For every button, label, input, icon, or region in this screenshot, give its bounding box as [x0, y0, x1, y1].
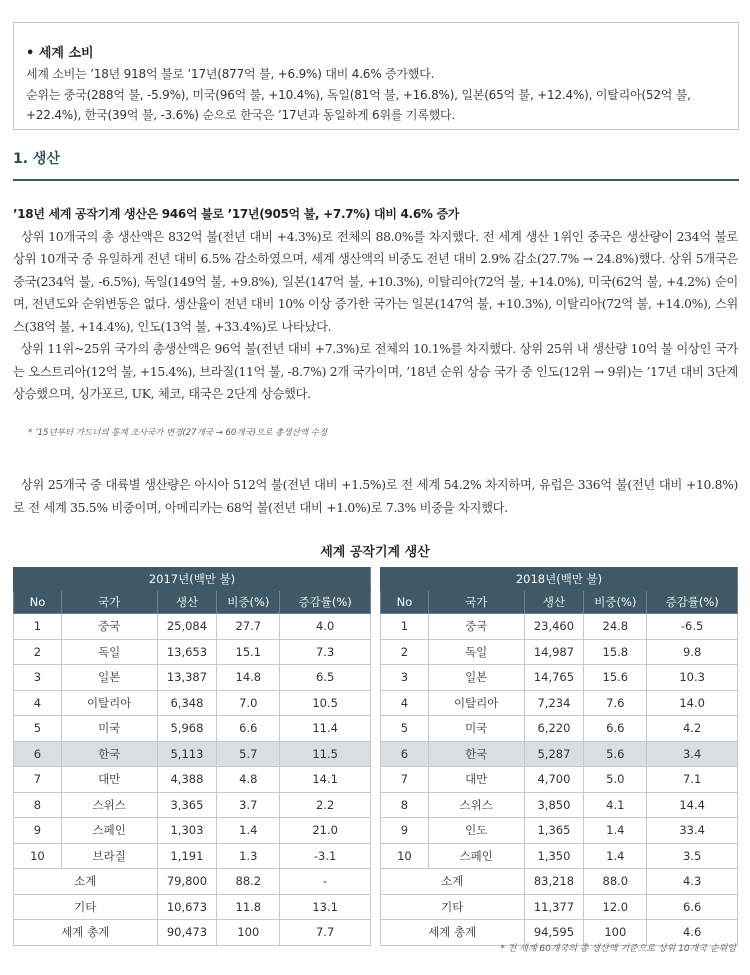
table-cell: 79,800	[157, 869, 217, 895]
col-production: 생산	[524, 591, 584, 614]
continent-paragraph	[13, 474, 738, 519]
table-cell: 중국	[428, 614, 524, 640]
table-cell: 10,673	[157, 894, 217, 920]
table-row	[14, 818, 371, 844]
table-cell: 13.1	[280, 894, 371, 920]
table-cell: 1,350	[524, 843, 584, 869]
table-cell: 2	[381, 639, 429, 665]
table-cell: 5,113	[157, 741, 217, 767]
table-cell: 7	[14, 767, 62, 793]
year-2018-header: 2018년(백만 불)	[381, 568, 738, 591]
total-label: 세계 총계	[381, 920, 525, 946]
table-2017	[13, 567, 371, 946]
year-2017-header: 2017년(백만 불)	[14, 568, 371, 591]
table-cell: 88.0	[584, 869, 647, 895]
table-cell: 25,084	[157, 614, 217, 640]
table-row	[14, 614, 371, 640]
table-cell: 3,850	[524, 792, 584, 818]
table-cell: 7.0	[217, 690, 280, 716]
table-cell: -3.1	[280, 843, 371, 869]
table-cell: 미국	[428, 716, 524, 742]
summary-line-2: 순위는 중국(288억 불, -5.9%), 미국(96억 불, +10.4%), 독일(81억 불, +16.8%), 일본(65억 불, +12.4%), 이탈리아(52억 불, +22.4%), 한국(39억 불, -3.6%) 순으로 한국은 ’17년과 동일하게 6위를 기록했다.	[26, 87, 691, 122]
table-cell: 1,365	[524, 818, 584, 844]
table-cell: 11.8	[217, 894, 280, 920]
table-cell: 1,303	[157, 818, 217, 844]
table-cell: 4.0	[280, 614, 371, 640]
table-row	[14, 690, 371, 716]
table-cell: 9	[14, 818, 62, 844]
table-cell: 4.8	[217, 767, 280, 793]
table-row	[14, 843, 371, 869]
table-cell: 88.2	[217, 869, 280, 895]
lead-sentence: ’18년 세계 공작기계 생산은 946억 불로 ’17년(905억 불, +7.7%) 대비 4.6% 증가	[13, 207, 460, 221]
table-cell: 독일	[61, 639, 157, 665]
table-cell: 7.1	[647, 767, 738, 793]
table-cell: 4,700	[524, 767, 584, 793]
table-cell: 9	[381, 818, 429, 844]
table-cell: 3,365	[157, 792, 217, 818]
table-cell: 13,653	[157, 639, 217, 665]
table-cell: 90,473	[157, 920, 217, 946]
consumption-summary-box	[13, 22, 739, 130]
table-cell: 94,595	[524, 920, 584, 946]
table-cell: 일본	[428, 665, 524, 691]
section-divider	[13, 179, 739, 181]
table-row	[381, 716, 738, 742]
table-cell: 4.3	[647, 869, 738, 895]
table-cell: 2.2	[280, 792, 371, 818]
table-row	[14, 665, 371, 691]
footnote-survey-change: * ’15년부터 가드너의 통계 조사국가 변경(27개국 → 60개국)으로 총생산액 수정	[28, 428, 328, 438]
section-header	[13, 149, 739, 169]
table-cell: 대만	[61, 767, 157, 793]
table-cell: 11.5	[280, 741, 371, 767]
table-cell: 1.4	[584, 818, 647, 844]
table-cell: 6.6	[584, 716, 647, 742]
table-cell: 14,765	[524, 665, 584, 691]
table-2018	[380, 567, 738, 946]
table-cell: 10	[381, 843, 429, 869]
table-cell: 11.4	[280, 716, 371, 742]
table-cell: 27.7	[217, 614, 280, 640]
paragraph-2: 상위 11위~25위 국가의 총생산액은 96억 불(전년 대비 +7.3%)로 전체의 10.1%를 차지했다. 상위 25위 내 생산량 10억 불 이상인 국가는 오스트리아(12억 불, +15.4%), 브라질(11억 불, -8.7%) 2개 국가이며, ’18년 순위 상승 국가 중 인도(12위 → 9위)는 ’17년 대비 3단계 상승했으며, 싱가포르, UK, 체코, 태국은 2단계 상승했다.	[13, 342, 742, 401]
col-growth: 증감률(%)	[647, 591, 738, 614]
table-cell: 14.1	[280, 767, 371, 793]
table-cell: 10.5	[280, 690, 371, 716]
table-cell: -	[280, 869, 371, 895]
table-row	[381, 818, 738, 844]
table-cell: 4	[14, 690, 62, 716]
table-row	[381, 843, 738, 869]
table-cell: 6	[381, 741, 429, 767]
total-row	[14, 920, 371, 946]
table-cell: 일본	[61, 665, 157, 691]
table-cell: 1	[381, 614, 429, 640]
table-cell: 스위스	[428, 792, 524, 818]
table-cell: 7.3	[280, 639, 371, 665]
footnote-ranking-basis: * 전 세계 60개국의 총 생산액 기준으로 상위 10개국 순위임	[500, 944, 736, 954]
total-row	[381, 894, 738, 920]
summary-line-1: 세계 소비는 ’18년 918억 불로 ’17년(877억 불, +6.9%) 대비 4.6% 증가했다.	[26, 67, 435, 81]
table-cell: 스페인	[61, 818, 157, 844]
table-cell: 13,387	[157, 665, 217, 691]
table-cell: 6,220	[524, 716, 584, 742]
table-cell: 6,348	[157, 690, 217, 716]
table-cell: 3.7	[217, 792, 280, 818]
table-row	[381, 741, 738, 767]
table-title: 세계 공작기계 생산	[320, 545, 430, 560]
paragraph-1: 상위 10개국의 총 생산액은 832억 불(전년 대비 +4.3%)로 전체의 88.0%를 차지했다. 전 세계 생산 1위인 중국은 생산량이 234억 불로 상위 10개국 중 유일하게 전년 대비 6.5% 감소하였으며, 세계 생산액의 비중도 전년 대비 2.9% 감소(27.7% → 24.8%)했다. 상위 5개국은 중국(234억 불, -6.5%), 독일(149억 불, +9.8%), 일본(147억 불, +10.3%), 이탈리아(72억 불, +14.0%), 미국(62억 불, +4.2%) 순이며, 전년도와 순위변동은 없다. 생산율이 전년 대비 10% 이상 증가한 국가는 일본(147억 불, +10.3%), 이탈리아(72억 불, +14.0%), 스위스(38억 불, +14.4%), 인도(13억 불, +33.4%)로 나타났다.	[13, 229, 742, 334]
table-cell: 이탈리아	[61, 690, 157, 716]
table-cell: 4.6	[647, 920, 738, 946]
col-country: 국가	[61, 591, 157, 614]
table-cell: 8	[14, 792, 62, 818]
paragraph-3: 상위 25개국 중 대륙별 생산량은 아시아 512억 불(전년 대비 +1.5%)로 전 세계 54.2% 차지하며, 유럽은 336억 불(전년 대비 +10.8%)로 전 세계 35.5% 비중이며, 아메리카는 68억 불(전년 대비 +1.0%)로 7.3% 비중을 차지했다.	[13, 478, 739, 515]
table-cell: 10	[14, 843, 62, 869]
total-row	[381, 869, 738, 895]
table-cell: 1.4	[217, 818, 280, 844]
table-cell: 한국	[428, 741, 524, 767]
table-cell: -6.5	[647, 614, 738, 640]
table-cell: 6.5	[280, 665, 371, 691]
table-cell: 미국	[61, 716, 157, 742]
table-cell: 15.1	[217, 639, 280, 665]
table-cell: 대만	[428, 767, 524, 793]
total-label: 세계 총계	[14, 920, 158, 946]
table-cell: 33.4	[647, 818, 738, 844]
table-cell: 15.6	[584, 665, 647, 691]
table-cell: 1,191	[157, 843, 217, 869]
table-cell: 1.3	[217, 843, 280, 869]
table-cell: 1.4	[584, 843, 647, 869]
table-cell: 3	[381, 665, 429, 691]
table-cell: 9.8	[647, 639, 738, 665]
section-title: 1. 생산	[13, 151, 60, 167]
col-share: 비중(%)	[584, 591, 647, 614]
total-label: 기타	[381, 894, 525, 920]
summary-heading: • 세계 소비	[26, 46, 94, 61]
table-cell: 100	[217, 920, 280, 946]
table-row	[381, 690, 738, 716]
table-row	[14, 639, 371, 665]
table-cell: 8	[381, 792, 429, 818]
col-no: No	[381, 591, 429, 614]
table-cell: 5	[14, 716, 62, 742]
table-cell: 브라질	[61, 843, 157, 869]
table-cell: 21.0	[280, 818, 371, 844]
table-cell: 6	[14, 741, 62, 767]
table-cell: 24.8	[584, 614, 647, 640]
total-label: 소계	[381, 869, 525, 895]
table-cell: 3	[14, 665, 62, 691]
table-cell: 7.6	[584, 690, 647, 716]
table-row	[14, 716, 371, 742]
table-cell: 5.7	[217, 741, 280, 767]
table-cell: 4,388	[157, 767, 217, 793]
table-cell: 한국	[61, 741, 157, 767]
table-cell: 7,234	[524, 690, 584, 716]
table-cell: 3.5	[647, 843, 738, 869]
table-row	[381, 665, 738, 691]
total-label: 기타	[14, 894, 158, 920]
total-row	[14, 894, 371, 920]
table-cell: 7.7	[280, 920, 371, 946]
table-cell: 14,987	[524, 639, 584, 665]
table-cell: 이탈리아	[428, 690, 524, 716]
table-cell: 5,968	[157, 716, 217, 742]
table-cell: 14.8	[217, 665, 280, 691]
table-row	[381, 639, 738, 665]
col-country: 국가	[428, 591, 524, 614]
table-cell: 100	[584, 920, 647, 946]
table-cell: 인도	[428, 818, 524, 844]
col-no: No	[14, 591, 62, 614]
table-row	[381, 614, 738, 640]
table-cell: 1	[14, 614, 62, 640]
table-row	[381, 767, 738, 793]
table-cell: 14.4	[647, 792, 738, 818]
table-cell: 스위스	[61, 792, 157, 818]
table-cell: 2	[14, 639, 62, 665]
table-cell: 12.0	[584, 894, 647, 920]
table-cell: 23,460	[524, 614, 584, 640]
table-cell: 4.2	[647, 716, 738, 742]
table-cell: 11,377	[524, 894, 584, 920]
table-cell: 3.4	[647, 741, 738, 767]
col-share: 비중(%)	[217, 591, 280, 614]
table-cell: 5,287	[524, 741, 584, 767]
table-cell: 6.6	[217, 716, 280, 742]
col-production: 생산	[157, 591, 217, 614]
table-cell: 중국	[61, 614, 157, 640]
table-row	[381, 792, 738, 818]
table-cell: 5.6	[584, 741, 647, 767]
table-cell: 83,218	[524, 869, 584, 895]
table-cell: 7	[381, 767, 429, 793]
total-label: 소계	[14, 869, 158, 895]
production-body	[13, 203, 742, 406]
table-row	[14, 792, 371, 818]
table-cell: 14.0	[647, 690, 738, 716]
table-cell: 독일	[428, 639, 524, 665]
table-cell: 6.6	[647, 894, 738, 920]
table-cell: 5	[381, 716, 429, 742]
table-cell: 15.8	[584, 639, 647, 665]
table-cell: 10.3	[647, 665, 738, 691]
table-row	[14, 767, 371, 793]
table-cell: 4	[381, 690, 429, 716]
table-cell: 4.1	[584, 792, 647, 818]
table-row	[14, 741, 371, 767]
total-row	[14, 869, 371, 895]
table-cell: 스페인	[428, 843, 524, 869]
table-cell: 5.0	[584, 767, 647, 793]
col-growth: 증감률(%)	[280, 591, 371, 614]
